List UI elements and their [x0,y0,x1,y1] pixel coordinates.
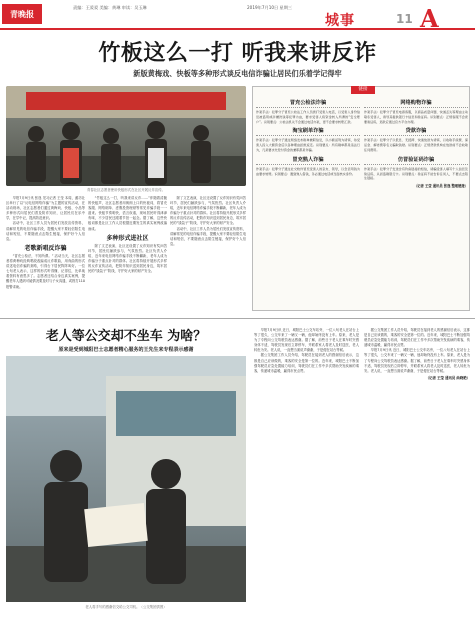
story-paragraph: 活动中，社区工作人员为居民们发放宣传资料，讲解常见的电信诈骗手段，提醒大家不要轻信陌生电话和短信，不要随意点击陌生链接，保护好个人信息。 [170,226,246,246]
story-paragraph: “冒充公检法，不知所谓。” 活动当天，社区志愿者将黄梅戏经典唱段改编成反诈歌曲，用戏曲的形式讲述电信诈骗的套路，引得台下居民阵阵叫好。一位七旬老人表示，这样的形式听得懂、记得住，比单纯看资料有意思多了。志愿者还结合身边真实案例，提醒老年人遇到可疑情况要及时与子女沟通，或拨打110报警求助。 [6,253,85,289]
newspaper-logo: 青晚报 [2,4,42,24]
sidebar-text: 作案手法：犯罪分子发送含有钓鱼链接的短信，诱骗受害人填写个人信息及验证码，从而盗刷银行卡。识别要点：验证码不能告诉任何人，不要点击陌生链接。 [364,166,468,181]
story-column [364,328,470,381]
main-headline: 竹板这么一打 听我来讲反诈 [98,40,377,66]
sidebar-column-right [364,96,468,188]
story-paragraph: 早报7月9日讯 近日，城阳巴士公交车站旁，一位八旬老人在站台上等了很久，公交车来了一辆又一辆，他却始终没有上车。原来，老人是为了专程向公交驾驶员表达感谢。据了解，前些日子老人在乘车时突感身体不适，驾驶员发现后立即停车，并联系家人将老人及时送医，老人转危为安。老人说，一直想当面说声谢谢，于是便在站台等候。 [254,328,359,353]
section-divider [0,318,475,319]
section-name: 城事 [325,13,355,29]
story-paragraph: 除了文艺表演，社区还设置了反诈知识有奖问答环节，居民们踊跃参与，气氛热烈。社区负责人介绍，近年来电信网络诈骗手段不断翻新，老年人成为诈骗分子重点针对的群体。社区将持续开展形式多样的反诈宣传活动，把防诈知识送到居民身边，筑牢居民的“钱袋子”防线，守护好大家的财产安全。 [88,243,167,274]
photo-caption: 老人将手写的感谢信交给公交司机。（公交集团供图） [85,605,167,609]
bus-stop-photo [6,356,246,602]
subheading: 老歌新唱反诈骗 [24,244,67,252]
story-paragraph: 早报7月9日讯 张逸 见习记者 王莹 本周，潍坊社区举行了以“反电信网络诈骗”为主题的宣传活动，在活动现场，社区志愿者们通过黄梅戏、快板、小品等多种形式向居民们普及防诈知识，让居民们在乐中学，在学中记，提高防范意识。 [6,196,85,221]
sidebar-text: 作案手法：犯罪分子通过网络发布刷单兼职信息，以小额返利为诱饵，待受害人投入大额资金后以各种理由拒绝返还。识别要点：所有刷单都是违法行为，凡是要求先垫付资金的兼职都是诈骗。 [256,138,360,152]
sidebar-text: 作案手法：犯罪分子以低息、无抵押、快速放款为诱饵，以收取手续费、保证金、解冻费等名义骗取钱财。识别要点：正规贷款机构在放款前不会收取任何费用。 [364,138,468,152]
story-column [6,196,85,290]
sidebar-heading: 网络购物诈骗 [364,99,468,108]
section-letter: A [420,4,439,33]
story-column [170,196,246,247]
sidebar-text: 作案手法：犯罪分子冒充电商客服，以商品质量问题、快递丢失等理由主动联系受害人，诱导其提供银行卡信息和验证码。识别要点：正规客服不会索要验证码，退款应通过官方平台办理。 [364,110,468,124]
story-paragraph: “竹板这么一打，听我来讲反诈……”伴随着清脆的快板声，社区志愿者用朗朗上口的快板词，将冒充客服、网络刷单、虚假投资理财等常见诈骗手段一一道来。快板节奏明快，语言诙谐，现场居民听得津津有味，不少居民还跟着节拍一起念。据了解，这些快板词都是社区工作人员根据近期发生的真实案例改编而成。 [88,196,167,231]
story-paragraph: 除了文艺表演，社区还设置了反诈知识有奖问答环节，居民们踊跃参与，气氛热烈。社区负责人介绍，近年来电信网络诈骗手段不断翻新，老年人成为诈骗分子重点针对的群体。社区将持续开展形式多样的反诈宣传活动，把防诈知识送到居民身边，筑牢居民的“钱袋子”防线，守护好大家的财产安全。 [170,196,246,226]
issue-date: 2019年7月10日 星期三 [247,5,293,10]
sidebar-heading: 淘宝刷单诈骗 [256,127,360,136]
story-column [254,328,359,374]
sidebar-credit: （记者 王莹 通讯员 张逸 整理链接） [413,184,468,189]
sidebar-column-left [256,96,360,176]
subheading: 多种形式进社区 [106,234,149,242]
sidebar-text: 作案手法：犯罪分子冒充公检法工作人员拨打受害人电话，以受害人身份信息被盗用或涉嫌洗钱等犯罪为由，要求受害人将资金转入所谓的“安全账户”。识别要点：公检法机关不会通过电话办案，更不会要求转账汇款。 [256,110,360,124]
photo-caption: 青春社区志愿者使用快板形式在社区开展反诈宣传。 [87,188,165,192]
sidebar-heading: 冒充熟人诈骗 [256,156,360,165]
page-number: 11 [396,12,413,26]
story-paragraph: 据公交集团工作人员介绍，驾驶员在接到老人的感谢信后表示，这都是自己应该做的，乘客的安全是第一位的。近年来，城阳巴士不断加强驾驶员应急处置能力培训，驾驶员们在工作中多次帮助突发疾病的乘客，传递城市温暖，赢得市民点赞。 [254,353,359,373]
main-subheadline: 新版黄梅戏、快板等多种形式谈反电信诈骗让居民们乐着学记得牢 [133,69,342,78]
sidebar-text: 作案手法：犯罪分子通过社交软件冒充受害人的亲友、领导，以急需用钱为由要求转账。识别要点：遇到熟人借钱，务必通过电话或当面核实身份。 [256,166,360,176]
sidebar-heading: 贷款诈骗 [364,127,468,136]
byline: （记者 王莹 通讯员 曲晓艳） [425,375,470,380]
second-subheadline: 原来是受到城阳巴士志愿者精心服务的王先生来专程表示感谢 [58,347,194,353]
masthead [0,0,475,33]
sidebar-box [252,86,470,311]
sidebar-heading: 冒充公检法诈骗 [256,99,360,108]
community-event-photo [6,86,246,186]
story-column [88,196,167,274]
editor-credits: 责编：王爱爱 美编：黄琳 审读：吴玉琳 [73,5,147,10]
sidebar-heading: 仿冒验证码诈骗 [364,156,468,165]
story-paragraph: 据公交集团工作人员介绍，驾驶员在接到老人的感谢信后表示，这都是自己应该做的，乘客的安全是第一位的。近年来，城阳巴士不断加强驾驶员应急处置能力培训，驾驶员们在工作中多次帮助突发疾病的乘客，传递城市温暖，赢得市民点赞。 [364,328,470,348]
story-paragraph: 早报7月9日讯 近日，城阳巴士公交车站旁，一位八旬老人在站台上等了很久，公交车来了一辆又一辆，他却始终没有上车。原来，老人是为了专程向公交驾驶员表达感谢。据了解，前些日子老人在乘车时突感身体不适，驾驶员发现后立即停车，并联系家人将老人及时送医，老人转危为安。老人说，一直想当面说声谢谢，于是便在站台等候。 [364,348,470,373]
story-paragraph: 活动中，社区工作人员为居民们发放宣传资料，讲解常见的电信诈骗手段，提醒大家不要轻信陌生电话和短信，不要随意点击陌生链接，保护好个人信息。 [6,221,85,241]
second-headline: 老人等公交却不坐车 为啥？ [45,329,207,344]
sidebar-tag: 链接 [351,86,375,94]
